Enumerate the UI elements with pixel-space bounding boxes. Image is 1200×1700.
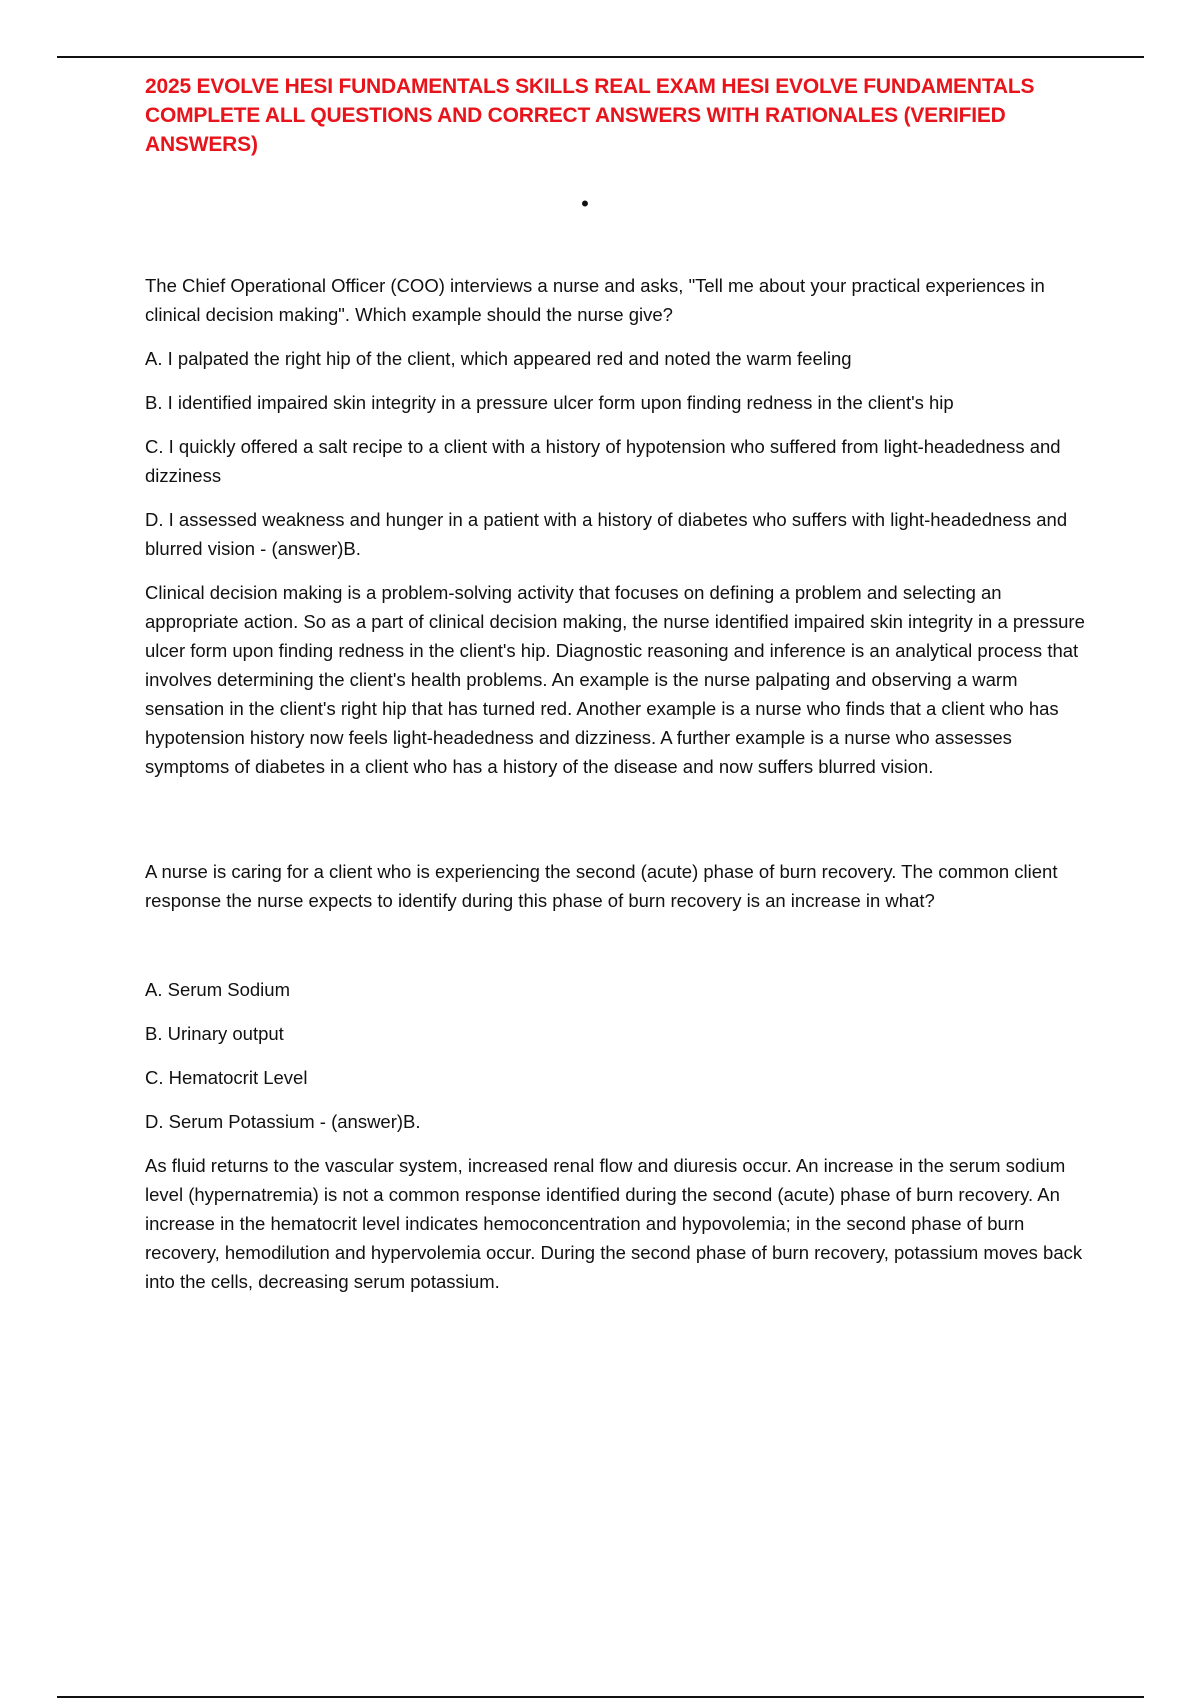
- question-stem: The Chief Operational Officer (COO) interviews a nurse and asks, "Tell me about your practical experiences in clinical decision making". Which example should the nurse give?: [145, 275, 1045, 325]
- answer-option-c: C. Hematocrit Level: [145, 1067, 308, 1088]
- answer-option-a: A. Serum Sodium: [145, 979, 290, 1000]
- rationale: As fluid returns to the vascular system, increased renal flow and diuresis occur. An increase in the serum sodium level (hypernatremia) is not a common response identified during the second (acute) phase of burn recovery. An increase in the hematocrit level indicates hemoconcentration and hypovolemia; in the second phase of burn recovery, hemodilution and hypervolemia occur. During the second phase of burn recovery, potassium moves back into the cells, decreasing serum potassium.: [145, 1155, 1083, 1292]
- bottom-rule: [57, 1696, 1144, 1698]
- answer-option-c: C. I quickly offered a salt recipe to a client with a history of hypotension who suffered from light-headedness and dizziness: [145, 436, 1061, 486]
- answer-option-b: B. Urinary output: [145, 1023, 284, 1044]
- document-body: [145, 72, 1095, 1296]
- question-2: [145, 857, 1095, 1296]
- answer-option-a: A. I palpated the right hip of the client, which appeared red and noted the warm feeling: [145, 348, 852, 369]
- top-rule: [57, 56, 1144, 58]
- answer-option-b: B. I identified impaired skin integrity in a pressure ulcer form upon finding redness in the client's hip: [145, 392, 954, 413]
- answer-option-d: D. I assessed weakness and hunger in a patient with a history of diabetes who suffers with light-headedness and blurred vision - (answer)B.: [145, 509, 1068, 559]
- question-stem: A nurse is caring for a client who is experiencing the second (acute) phase of burn recovery. The common client response the nurse expects to identify during this phase of burn recovery is an increase in what?: [145, 861, 1058, 911]
- document-title: 2025 EVOLVE HESI FUNDAMENTALS SKILLS REAL EXAM HESI EVOLVE FUNDAMENTALS COMPLETE ALL QUESTIONS AND CORRECT ANSWERS WITH RATIONALES (VERIFIED ANSWERS): [145, 75, 1035, 156]
- bullet-marker: •: [581, 191, 589, 216]
- rationale: Clinical decision making is a problem-solving activity that focuses on defining a problem and selecting an appropriate action. So as a part of clinical decision making, the nurse identified impaired skin integrity in a pressure ulcer form upon finding redness in the client's hip. Diagnostic reasoning and inference is an analytical process that involves determining the client's health problems. An example is the nurse palpating and observing a warm sensation in the client's right hip that has turned red. Another example is a nurse who finds that a client who has hypotension history now feels light-headedness and dizziness. A further example is a nurse who assesses symptoms of diabetes in a client who has a history of the disease and now suffers blurred vision.: [145, 582, 1085, 777]
- answer-option-d: D. Serum Potassium - (answer)B.: [145, 1111, 421, 1132]
- question-1: [145, 271, 1095, 781]
